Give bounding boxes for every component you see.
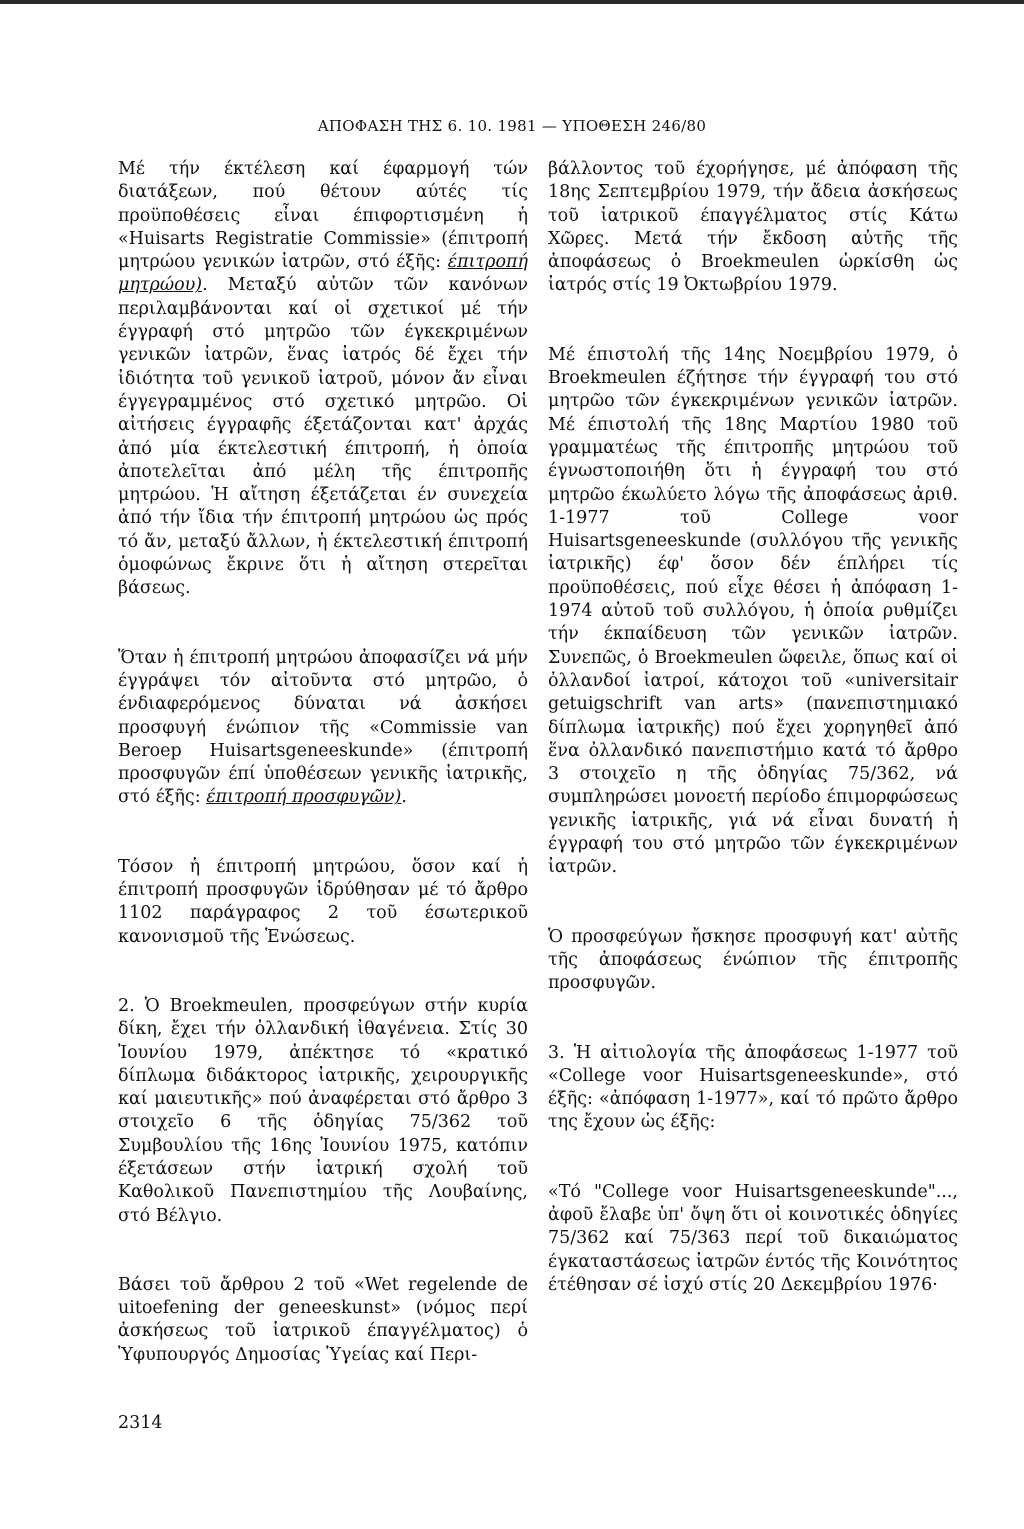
paragraph: Ὁ προσφεύγων ἤσκησε προσφυγή κατ' αὐτῆς τῆς ἀποφάσεως ένώπιον τῆς έπιτροπῆς προσφυγῶν. — [548, 926, 958, 994]
defined-term: έπιτροπή μητρώου) — [118, 252, 528, 296]
defined-term: έπιτροπή προσφυγῶν) — [206, 787, 402, 808]
paragraph — [118, 158, 528, 601]
running-header: ΑΠΟΦΑΣΗ ΤΗΣ 6. 10. 1981 — ΥΠΟΘΕΣΗ 246/80 — [317, 117, 707, 135]
paragraph: Τόσον ἡ έπιτροπή μητρώου, ὅσον καί ἡ έπιτροπή προσφυγῶν ἱδρύθησαν μέ τό ἄρθρο 1102 παράγραφος 2 τοῦ έσωτερικοῦ κανονισμοῦ τῆς Ἑνώσεως. — [118, 856, 528, 947]
paragraph-text: Μέ τήν έκτέλεση καί έφαρμογή τών διατάξεων, πού θέτουν αύτές τίς προϋποθέσεις εἶναι έπιφορτισμένη ἡ «Huisarts Registratie Commissie» (έπιτροπή μητρώου γενικών ἰατρῶν, στό έξῆς: — [118, 159, 528, 273]
page-number: 2314 — [118, 1413, 163, 1433]
paragraph: Βάσει τοῦ ἄρθρου 2 τοῦ «Wet regelende de uitoefening der geneeskunst» (νόμος περί ἀσκήσεως τοῦ ἰατρικοῦ έπαγγέλματος) ὁ Ὑφυπουργός Δημοσίας Ὑγείας καί Περι- — [118, 1274, 528, 1365]
paragraph: βάλλοντος τοῦ έχορήγησε, μέ ἀπόφαση τῆς 18ης Σεπτεμβρίου 1979, τήν ἄδεια ἀσκήσεως τοῦ ἰατρικοῦ έπαγγέλματος στίς Κάτω Χῶρες. Μετά τήν ἔκδοση αὐτῆς τῆς ἀποφάσεως ὁ Broekmeulen ὡρκίσθη ὡς ἰατρός στίς 19 Ὀκτωβρίου 1979. — [548, 159, 958, 296]
paragraph: «Τό "College voor Huisartsgeneeskunde"..., ἀφοῦ ἔλαβε ὑπ' ὄψη ὅτι οἱ κοινοτικές ὁδηγίες 75/362 καί 75/363 περί τοῦ δικαιώματος έγκαταστάσεως ἰατρῶν έντός τῆς Κοινότητος έτέθησαν σέ ἰσχύ στίς 20 Δεκεμβρίου 1976· — [548, 1181, 958, 1295]
right-column — [548, 158, 958, 1297]
left-column — [118, 158, 528, 1367]
paragraph: 2. Ὁ Broekmeulen, προσφεύγων στήν κυρία δίκη, ἔχει τήν ὀλλανδική ἰθαγένεια. Στίς 30 Ἰουνίου 1979, ἀπέκτησε τό «κρατικό δίπλωμα διδάκτορος ἰατρικῆς, χειρουργικῆς καί μαιευτικῆς» πού ἀναφέρεται στό ἄρθρο 3 στοιχεῖο 6 τῆς ὁδηγίας 75/362 τοῦ Συμβουλίου τῆς 16ης Ἰουνίου 1975, κατόπιν έξετάσεων στήν ἰατρική σχολή τοῦ Καθολικοῦ Πανεπιστημίου τῆς Λουβαίνης, στό Βέλγιο. — [118, 995, 528, 1226]
paragraph-text: Ὅταν ἡ έπιτροπή μητρώου ἀποφασίζει νά μήν έγγράψει τόν αἰτοῦντα στό μητρῶο, ὁ ένδιαφερόμενος δύναται νά ἀσκήσει προσφυγή ένώπιον τῆς «Commissie van Beroep Huisartsgeneeskunde» (έπιτροπή προσφυγῶν έπί ὑποθέσεων γενικῆς ἰατρικῆς, στό έξῆς: — [118, 647, 528, 808]
paragraph — [118, 647, 528, 810]
paragraph-text: . — [401, 787, 407, 808]
paragraph: 3. Ἡ αἰτιολογία τῆς ἀποφάσεως 1-1977 τοῦ «College voor Huisartsgeneeskunde», στό έξῆς: «ἀπόφαση 1-1977», καί τό πρῶτο ἄρθρο της ἔχουν ὡς έξῆς: — [548, 1042, 958, 1133]
top-border-line — [0, 0, 1024, 4]
paragraph: Μέ έπιστολή τῆς 14ης Νοεμβρίου 1979, ὁ Broekmeulen έζήτησε τήν έγγραφή του στό μητρῶο τῶν έγκεκριμένων γενικῶν ἰατρῶν. Μέ έπιστολή τῆς 18ης Μαρτίου 1980 τοῦ γραμματέως τῆς έπιτροπῆς μητρώου τοῦ έγνωστοποιήθη ὅτι ἡ έγγραφή του στό μητρῶο έκωλύετο λόγω τῆς ἀποφάσεως ἀριθ. 1-1977 τοῦ College voor Huisartsgeneeskunde (συλλόγου τῆς γενικῆς ἰατρικῆς) έφ' ὅσον δέν έπλήρει τίς προϋποθέσεις, πού εἶχε θέσει ἡ ἀπόφαση 1-1974 αὐτοῦ τοῦ συλλόγου, ἡ ὁποία ρυθμίζει τήν έκπαίδευση τῶν γενικῶν ἰατρῶν. Συνεπῶς, ὁ Broekmeulen ὤφειλε, ὅπως καί οἱ ὀλλανδοί ἰατροί, κάτοχοι τοῦ «universitair getuigschrift van arts» (πανεπιστημιακό δίπλωμα ἰατρικῆς) πού ἔχει χορηγηθεῖ ἀπό ἕνα ὀλλανδικό πανεπιστήμιο κατά τό ἄρθρο 3 στοιχεῖο η τῆς ὁδηγίας 75/362, νά συμπληρώσει μονοετή περίοδο έπιμορφώσεως γενικῆς ἰατρικῆς, γιά νά εἶναι δυνατή ἡ έγγραφή του στό μητρῶο τῶν έγκεκριμένων ἰατρῶν. — [548, 344, 958, 878]
paragraph-text: . Μεταξύ αὐτῶν τῶν κανόνων περιλαμβάνονται καί οἱ σχετικοί μέ τήν έγγραφή στό μητρῶο τῶν έγκεκριμένων γενικῶν ἰατρῶν, ἕνας ἰατρός δέ ἔχει τήν ἰδιότητα τοῦ γενικοῦ ἰατροῦ, μόνον ἄν εἶναι έγγεγραμμένος στό σχετικό μητρῶο. Οἱ αἰτήσεις έγγραφῆς έξετάζονται κατ' ἀρχάς ἀπό μία έκτελεστική έπιτροπή, ἡ ὁποία ἀποτελεῖται ἀπό μέλη τῆς έπιτροπῆς μητρώου. Ἡ αἴτηση έξετάζεται έν συνεχεία ἀπό τήν ἴδια τήν έπιτροπή μητρώου ὡς πρός τό ἄν, μεταξύ ἄλλων, ἡ έκτελεστική έπιτροπή ὁμοφώνως ἔκρινε ὅτι ἡ αἴτηση στερεῖται βάσεως. — [118, 275, 528, 599]
